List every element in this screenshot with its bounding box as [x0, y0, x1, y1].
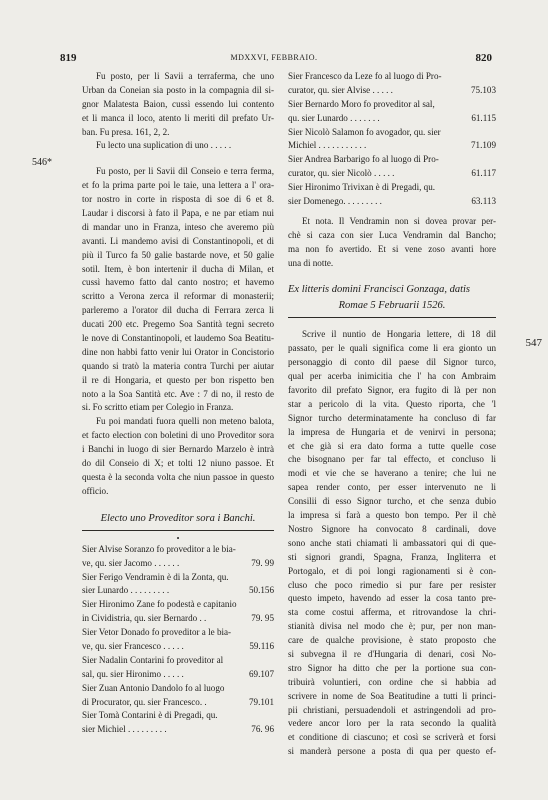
text-line: questo impeto, havendo ad esser la cosa tanto pre-: [288, 593, 496, 604]
text-line: cussì havemo fatto dal canto nostro; et havemo: [82, 277, 274, 288]
margin-note-right: 547: [525, 337, 542, 349]
candidate-entry: [82, 709, 274, 737]
candidate-entry: [82, 598, 274, 626]
text-line: do dil Conseio di X; et tolti 12 niuno passoe. Et: [82, 458, 274, 469]
candidate-name-line: Sier Francesco da Leze fo al luogo di Pro-: [288, 71, 442, 81]
text-line: la impresa de Hungaria et de venirvi in persona;: [288, 426, 496, 437]
candidate-entry: [288, 153, 496, 181]
candidate-list-left: [82, 543, 274, 737]
text-line: avanti. Li mandemo avisi di Constantinopoli, et di: [82, 235, 274, 246]
letter-heading-line2: Romae 5 Februarii 1526.: [338, 300, 446, 312]
text-line: noto a la Soa Santità etc. Ave : 7 di no, il resto de: [82, 388, 274, 399]
candidate-name-line: Sier Vetor Donado fo proveditor a le bia-: [82, 627, 232, 638]
candidate-entry: [288, 126, 496, 154]
candidate-name-line: Sier Ferigo Vendramin è di la Zonta, qu.: [82, 571, 229, 582]
text-line: passato, per le quali significa come li era gionto un: [288, 343, 496, 354]
candidate-name-line: Sier Tomà Contarini è di Pregadi, qu.: [82, 710, 218, 721]
text-line: ma non fo avertido. Et si vene zoso avanti hore: [288, 243, 496, 254]
candidate-list-right: [288, 70, 496, 209]
page-number-right: 820: [475, 52, 492, 64]
letter-heading-line1: Ex litteris domini Francisci Gonzaga, datis: [288, 284, 470, 296]
candidate-votes: 63.113: [471, 196, 496, 207]
candidate-votes: 61.115: [471, 112, 496, 123]
text-line: modi et vie che se haverano a tenire; che lui ne: [288, 468, 496, 479]
candidate-name-line: sier Domenego. . . . . . . . .: [288, 196, 382, 207]
election-heading: Electo uno Proveditor sora i Banchi.: [100, 512, 256, 524]
text-line: cluso che poco rimedio si pur fare per resister: [288, 579, 496, 590]
candidate-votes: 61.117: [471, 168, 496, 179]
candidate-name-line: Sier Hironimo Zane fo podestà e capitanio: [82, 599, 237, 610]
text-line: ban. Fu presa. 161, 2, 2.: [82, 126, 170, 137]
candidate-name-line: Michiel . . . . . . . . . . .: [288, 140, 367, 151]
text-line: scritto a Verona zerca il reformar di monasterii;: [82, 291, 274, 302]
candidate-name-line: Sier Zuan Antonio Dandolo fo al luogo: [82, 682, 225, 693]
candidate-name-line: di Procurator, qu. sier Francesco. .: [82, 696, 207, 707]
candidate-entry: [288, 98, 496, 126]
text-line: Et nota. Il Vendramin non si dovea provar per-: [302, 215, 496, 226]
text-line: si. Fo scritto etiam per Colegio in Franza.: [82, 402, 234, 413]
text-line: che bisognano per far tal effecto, et concluso li: [288, 454, 496, 465]
candidate-votes: 59.116: [249, 640, 274, 651]
text-line: ducati 200 etc. Pregemo Soa Santità tegni secreto: [82, 319, 274, 330]
text-line: pii christiani, persuadendoli et astringendoli ad pro-: [288, 704, 496, 715]
running-title: MDXXVI, FEBBRAIO.: [230, 53, 318, 62]
text-line: et conditione di ciascuno; et così se scriverà et forsi: [288, 732, 496, 743]
candidate-votes: 79.101: [248, 696, 274, 707]
candidate-name-line: ve, qu. sier Jacomo . . . . . .: [82, 557, 180, 568]
left-column: [82, 70, 274, 737]
text-line: Laudar i discorsi à fato il Papa, e ne par etiam nui: [82, 208, 274, 219]
text-line: chè si caza con sier Luca Vendramin dal Bancho;: [288, 229, 496, 240]
text-line: la impresa si farà a questo bon tempo. Per il chè: [288, 510, 496, 521]
candidate-name-line: Sier Alvise Soranzo fo proveditor a le bia-: [82, 543, 236, 554]
candidate-name-line: in Cividistria, qu. sier Bernardo . .: [82, 613, 207, 624]
text-line: personaggio di conto dil paese dil Signor turco,: [288, 357, 496, 368]
text-line: star a pericolo di la vita. Questo riporta, che 'l: [288, 398, 496, 409]
candidate-votes: 69.107: [248, 668, 274, 679]
candidate-votes: 79. 95: [251, 613, 274, 624]
candidate-name-line: sal, qu. sier Hironimo . . . . .: [82, 668, 184, 679]
candidate-name-line: Sier Nadalin Contarini fo proveditor al: [82, 654, 224, 665]
candidate-name-line: Sier Hironimo Trivixan è di Pregadi, qu.: [288, 182, 436, 193]
text-line: officio.: [82, 485, 109, 496]
candidate-name-line: curator, qu. sier Alvise . . . . .: [288, 84, 393, 95]
text-line: et li manca il loco, atento li meriti dil prefato Ur-: [82, 112, 274, 123]
text-line: Fu posto, per li Savii a terraferma, che uno: [96, 71, 274, 81]
candidate-name-line: Sier Bernardo Moro fo proveditor al sal,: [288, 98, 435, 109]
candidate-votes: 50.156: [248, 585, 274, 596]
heading-rule: [288, 317, 496, 318]
candidate-name-line: curator, qu. sier Nicolò . . . . .: [288, 168, 395, 179]
candidate-name-line: sier Michiel . . . . . . . . .: [82, 724, 167, 735]
text-line: si subvegna il re d'Hungaria di denari, così No-: [288, 648, 496, 659]
candidate-entry: [82, 626, 274, 654]
text-line: Consilii di esso Signor turcho, et che senza dubio: [288, 496, 496, 507]
paragraph-urban: [82, 70, 274, 139]
text-line: questa è la seconda volta che niun passoe in questo: [82, 471, 274, 482]
text-line: et fo la prima parte poi le taie, una lettera a l' ora-: [82, 180, 274, 191]
text-line: sti signori grandi, Spagna, Franza, Ingliterra et: [288, 551, 496, 562]
text-line: sotil. Item, è bon intertenir il ducha di Milan, et: [82, 263, 274, 274]
candidate-entry: [82, 571, 274, 599]
text-line: care de qualche provisione, è stato proposto che: [288, 635, 496, 646]
candidate-votes: 79. 99: [251, 557, 274, 568]
text-line: scrivere in nome de Soa Beatitudine a tutti li princi-: [288, 690, 496, 701]
candidate-entry: [288, 181, 496, 209]
paragraph-election: [82, 415, 274, 498]
text-line: tor nostro in corte in risposta di soe di 6 et 8.: [82, 194, 274, 205]
margin-note-left: 546*: [32, 157, 52, 168]
text-line: sapea render conto, per esser intervenuto ne li: [288, 482, 496, 493]
text-line: quando si tratò la materia contra Turchi per aiutar: [82, 360, 274, 371]
candidate-entry: [288, 70, 496, 98]
text-line: le nove di Constantinopoli, et laudemo Soa Beatitu-: [82, 333, 274, 344]
candidate-votes: 76. 96: [251, 724, 274, 735]
text-line: stro Signor ha ditto che per la portione sua con-: [288, 662, 496, 673]
heading-rule: [82, 530, 274, 531]
paragraph-note: [288, 215, 496, 271]
text-line: Fu poi mandati fuora quelli non meteno balota,: [96, 416, 274, 427]
text-line: Urban da Coneian sia posto in la compagnia dil si-: [82, 84, 274, 95]
candidate-name-line: ve, qu. sier Francesco . . . . .: [82, 640, 184, 651]
text-line: si manderà persone a posta di qua per questo ef-: [288, 746, 496, 757]
text-line: et facto election con boletini di uno Proveditor sora: [82, 430, 274, 441]
text-line: stianità divisa nel modo che è; pur, per non man-: [288, 621, 496, 632]
bullet-mark: •: [176, 533, 180, 543]
text-line: favorito dil prefato Signor, era fugito di là per non: [288, 385, 496, 396]
candidate-name-line: Sier Andrea Barbarigo fo al luogo di Pro-: [288, 154, 439, 165]
text-line: vedere ancor loro per la rata secondo la qualità: [288, 718, 496, 729]
candidate-name-line: Sier Nicolò Salamon fo avogador, qu. sier: [288, 126, 441, 137]
candidate-entry: [82, 682, 274, 710]
text-line: qual per acerba inimicitia che l' ha con Ambraim: [288, 371, 496, 382]
candidate-votes: 71.109: [470, 140, 496, 151]
text-line: Nostro Signore ha convocato 8 cardinali, dove: [288, 523, 496, 534]
text-line: Signor turcho determinatamente ha concluso di far: [288, 412, 496, 423]
paragraph-letter-to-orator: [82, 165, 274, 415]
text-line: gnor Malatesta Baion, cussì essendo lui contento: [82, 98, 274, 109]
page-header: [0, 52, 548, 68]
text-line: Portogalo, et di poi longi ragionamenti si è con-: [288, 565, 496, 576]
supplication-line: Fu lecto una suplication di uno . . . . .: [96, 140, 232, 151]
text-line: sono anche stati chiamati li ambassatori qui di que-: [288, 537, 496, 548]
candidate-entry: [82, 543, 274, 571]
candidate-entry: [82, 654, 274, 682]
text-line: Fu posto, per li Savii dil Conseio e terra ferma,: [96, 166, 274, 177]
text-line: parleremo a l'orator dil ducha di Ferrara zerca li: [82, 305, 274, 316]
text-line: di mandar uno in Franza, inteso che averemo più: [82, 221, 274, 232]
candidate-votes: 75.103: [470, 84, 496, 95]
page-number-left: 819: [60, 52, 77, 64]
text-line: tribuirà voluntieri, con ordine che si habbia ad: [288, 676, 496, 687]
text-line: sta come costui afferma, et ritrovandose la chri-: [288, 607, 496, 618]
candidate-name-line: qu. sier Lunardo . . . . . . .: [288, 112, 380, 123]
paragraph-letter-body: [288, 328, 496, 759]
text-line: una di notte.: [288, 257, 334, 268]
right-column: [288, 70, 496, 759]
text-line: et che già si era dato forma a tutte quelle cose: [288, 440, 496, 451]
text-line: il re di Hongaria, et questo per bon rispetto ben: [82, 374, 274, 385]
text-line: i Banchi in luogo di sier Bernardo Marzelo è intrà: [82, 444, 274, 455]
text-line: Scrive il nuntio de Hongaria lettere, di 18 dil: [302, 329, 496, 340]
text-line: più il Turco fa 50 galie bastarde nove, et 50 galie: [82, 249, 274, 260]
text-line: dine non habbi fatto venir lui Orator in Concistorio: [82, 346, 274, 357]
candidate-name-line: sier Lunardo . . . . . . . . .: [82, 585, 170, 596]
